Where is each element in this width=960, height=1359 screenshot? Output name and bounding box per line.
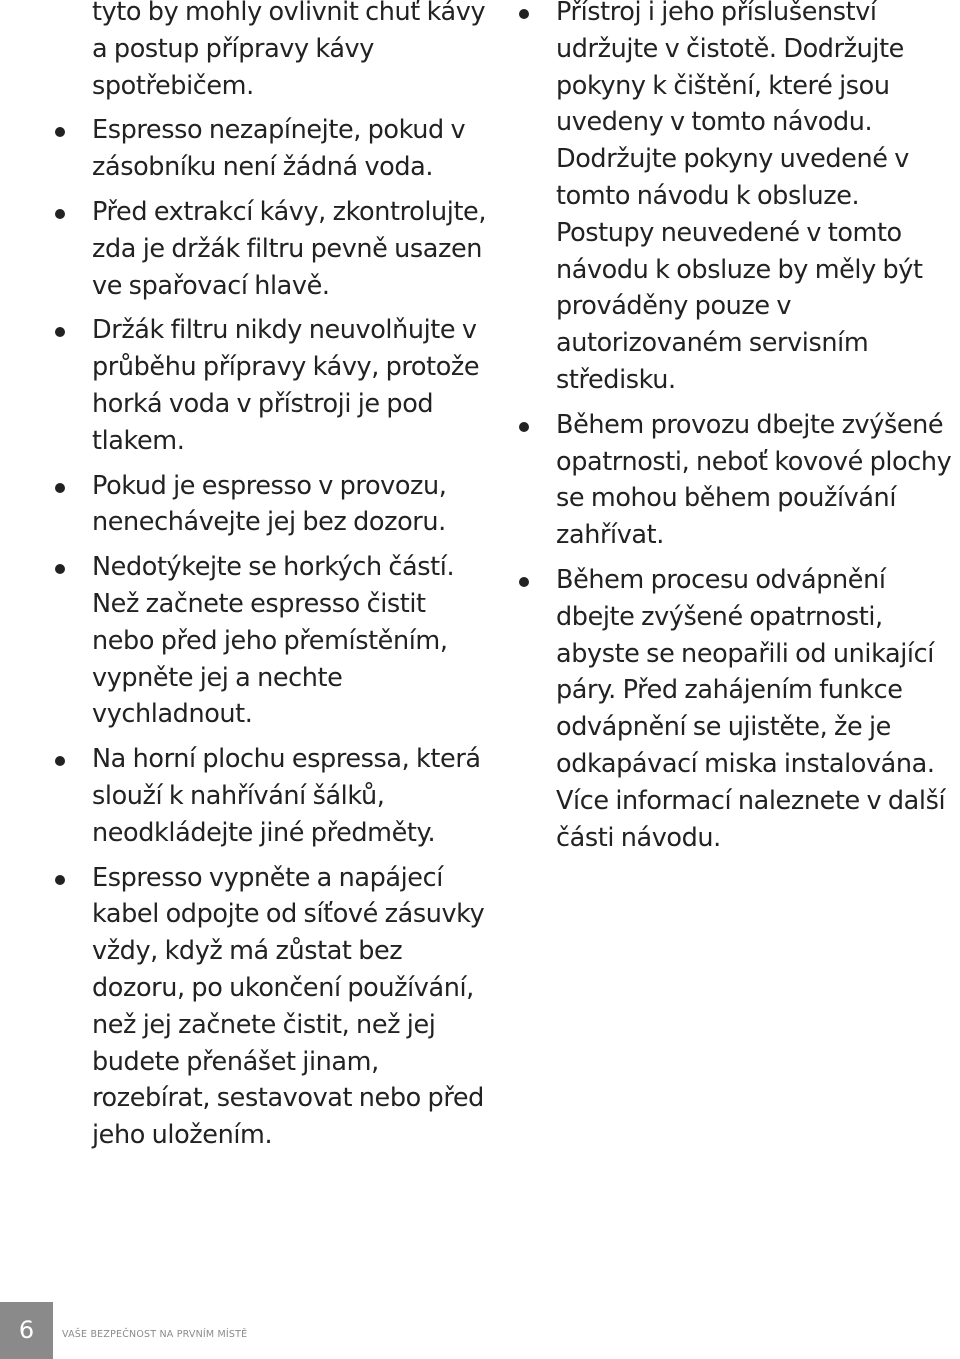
continuation-paragraph: tyto by mohly ovlivnit chuť kávy a postup přípravy kávy spotřebičem.: [92, 0, 486, 101]
list-item: Nedotýkejte se horkých částí. Než začnete espresso čistit nebo před jeho přemístěním, vypněte jej a nechte vychladnout.: [92, 549, 492, 733]
list-item: Přístroj i jeho příslušenství udržujte v čistotě. Dodržujte pokyny k čištění, které jsou uvedeny v tomto návodu. Dodržujte pokyny uvedené v tomto návodu k obsluze. Postupy neuvedené v tomto návodu k obsluze by měly být prováděny pouze v autorizovaném servisním středisku.: [556, 0, 960, 399]
list-item: Pokud je espresso v provozu, nenechávejte jej bez dozoru.: [92, 468, 492, 542]
footer-section-title: VAŠE BEZPEČNOST NA PRVNÍM MÍSTĚ: [62, 1329, 248, 1340]
list-item: Držák filtru nikdy neuvolňujte v průběhu přípravy kávy, protože horká voda v přístroji je pod tlakem.: [92, 312, 492, 459]
list-item: Espresso vypněte a napájecí kabel odpojte od síťové zásuvky vždy, když má zůstat bez dozoru, po ukončení používání, než jej začnete čistit, než jej budete přenášet jinam, rozebírat, sestavovat nebo před jeho uložením.: [92, 860, 492, 1154]
list-item: Během provozu dbejte zvýšené opatrnosti, neboť kovové plochy se mohou během používání zahřívat.: [556, 407, 960, 554]
right-column: [556, 0, 960, 856]
list-item: Espresso nezapínejte, pokud v zásobníku není žádná voda.: [92, 112, 492, 186]
list-item: Na horní plochu espressa, která slouží k nahřívání šálků, neodkládejte jiné předměty.: [92, 741, 492, 851]
page-number: 6: [18, 1316, 35, 1344]
list-item: Před extrakcí kávy, zkontrolujte, zda je držák filtru pevně usazen ve spařovací hlavě.: [92, 194, 492, 304]
left-column: [92, 0, 492, 1154]
list-item: Během procesu odvápnění dbejte zvýšené opatrnosti, abyste se neopařili od unikající páry. Před zahájením funkce odvápnění se ujistěte, že je odkapávací miska instalována. Více informací naleznete v další části návodu.: [556, 562, 960, 856]
page-number-box: [0, 1302, 53, 1359]
